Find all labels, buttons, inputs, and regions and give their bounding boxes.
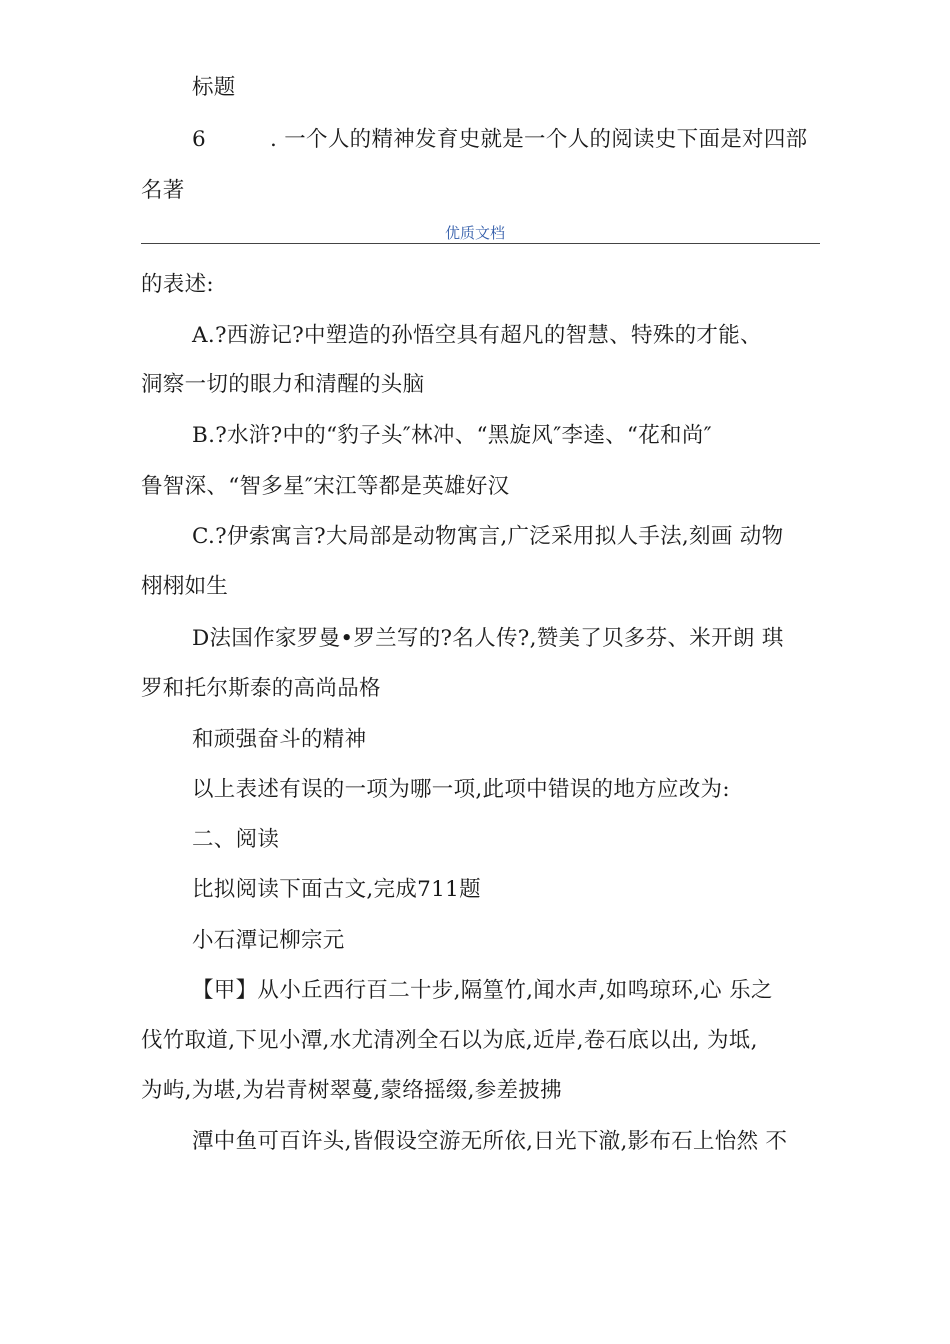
header-divider — [141, 243, 820, 244]
question-6-instruction: 以上表述有误的一项为哪一项,此项中错误的地方应改为: — [192, 777, 730, 802]
passage-a-line-2: 伐竹取道,下见小潭,水尤清冽全石以为底,近岸,卷石底以出, 为坻, — [141, 1028, 758, 1053]
option-c-line-1: C.?伊索寓言?大局部是动物寓言,广泛采用拟人手法,刻画 动物 — [192, 524, 784, 549]
heading-label: 标题 — [192, 75, 236, 100]
reading-instruction: 比拟阅读下面古文,完成711题 — [192, 877, 481, 902]
option-b-line-2: 鲁智深、“智多星″宋江等都是英雄好汉 — [141, 474, 510, 499]
option-d-line-2: 罗和托尔斯泰的高尚品格 — [141, 676, 381, 701]
question-6-text: . 一个人的精神发育史就是一个人的阅读史下面是对四部 — [269, 127, 808, 152]
option-b-line-1: B.?水浒?中的“豹子头″林冲、“黑旋风″李逵、“花和尚″ — [192, 423, 712, 448]
question-6-prompt: 的表述: — [141, 272, 214, 297]
question-6-continuation: 名著 — [141, 178, 185, 203]
section-heading-reading: 二、阅读 — [192, 827, 280, 852]
option-d-line-3: 和顽强奋斗的精神 — [192, 727, 367, 752]
passage-a-line-4: 潭中鱼可百许头,皆假设空游无所依,日光下澈,影布石上怡然 不 — [192, 1129, 788, 1154]
question-6-line — [192, 125, 822, 155]
option-c-line-2: 栩栩如生 — [141, 574, 229, 599]
option-a-line-1: A.?西游记?中塑造的孙悟空具有超凡的智慧、特殊的才能、 — [192, 323, 762, 348]
passage-title: 小石潭记柳宗元 — [192, 928, 345, 953]
passage-a-line-1: 【甲】从小丘西行百二十步,隔篁竹,闻水声,如鸣琼环,心 乐之 — [192, 978, 773, 1003]
page-header-label: 优质文档 — [444, 224, 505, 242]
option-a-line-2: 洞察一切的眼力和清醒的头脑 — [141, 372, 425, 397]
passage-a-line-3: 为屿,为堪,为岩青树翠蔓,蒙络摇缀,参差披拂 — [141, 1078, 562, 1103]
question-number: 6 — [192, 127, 206, 152]
option-d-line-1: D法国作家罗曼•罗兰写的?名人传?,赞美了贝多芬、米开朗 琪 — [192, 626, 784, 651]
